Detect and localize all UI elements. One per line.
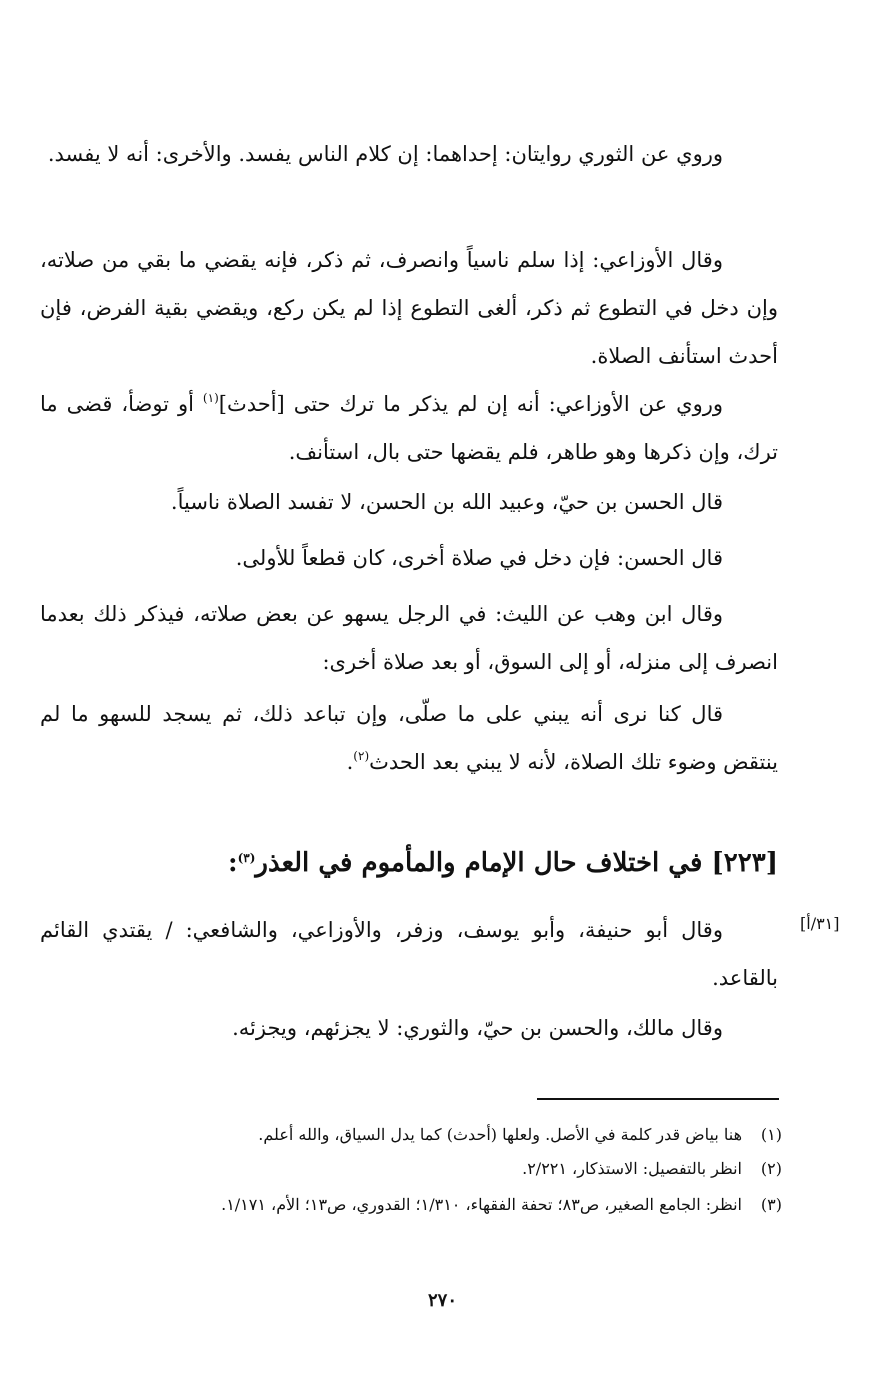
footnote-text: انظر بالتفصيل: الاستذكار، ٢/٢٢١. <box>522 1159 742 1178</box>
footnote-number: (٣) <box>760 1195 782 1214</box>
paragraph-awzai-saying <box>40 236 778 380</box>
section-heading <box>40 838 778 888</box>
section-number: [٢٢٣] <box>711 848 778 878</box>
footnote-number: (٢) <box>760 1159 782 1178</box>
footnote-2 <box>40 1154 782 1184</box>
footnote-ref-1[interactable]: (١) <box>202 391 219 405</box>
manuscript-folio-marker: [٣١/أ] <box>800 914 840 933</box>
paragraph-text: قال الحسن: فإن دخل في صلاة أخرى، كان قطعاً للأولى. <box>235 546 723 570</box>
footnote-ref-2[interactable]: (٢) <box>353 749 370 763</box>
paragraph-text: وروي عن الأوزاعي: أنه إن لم يذكر ما ترك حتى [أحدث] <box>218 392 723 416</box>
footnote-separator <box>537 1098 779 1100</box>
paragraph-text: وقال ابن وهب عن الليث: في الرجل يسهو عن بعض صلاته، فيذكر ذلك بعدما انصرف إلى منزله، أو إلى السوق، أو بعد صلاة أخرى: <box>40 602 778 674</box>
paragraph-we-used-to-see <box>40 690 778 786</box>
paragraph-awzai-narration <box>40 380 778 476</box>
section-title: في اختلاف حال الإمام والمأموم في العذر <box>255 848 703 878</box>
paragraph-text: قال كنا نرى أنه يبني على ما صلّى، وإن تباعد ذلك، ثم يسجد للسهو ما لم ينتقض وضوء تلك الصلاة، لأنه لا يبني بعد الحدث <box>40 702 778 774</box>
footnote-3 <box>40 1190 782 1220</box>
paragraph-hasan-ibn-hayy <box>40 478 778 526</box>
footnote-number: (١) <box>760 1125 782 1144</box>
paragraph-text: وقال أبو حنيفة، وأبو يوسف، وزفر، والأوزاعي، والشافعي: / يقتدي القائم بالقاعد. <box>40 918 778 990</box>
paragraph-ibn-wahb-layth <box>40 590 778 686</box>
paragraph-text: وقال مالك، والحسن بن حيّ، والثوري: لا يجزئهم، ويجزئه. <box>232 1016 723 1040</box>
paragraph-text: أو توضأ، قضى ما ترك، وإن ذكرها وهو طاهر، فلم يقضها حتى بال، استأنف. <box>40 392 778 464</box>
paragraph-hasan-saying <box>40 534 778 582</box>
footnote-1 <box>40 1120 782 1150</box>
section-colon: : <box>227 848 238 878</box>
paragraph-abu-hanifa <box>40 906 778 1002</box>
paragraph-text: وقال الأوزاعي: إذا سلم ناسياً وانصرف، ثم ذكر، فإنه يقضي ما بقي من صلاته، وإن دخل في التطوع ثم ذكر، ألغى التطوع إذا لم يكن ركع، ويقضي بقية الفرض، فإن أحدث استأنف الصلاة. <box>40 248 778 368</box>
footnote-ref-3[interactable]: (٣) <box>237 851 256 865</box>
footnote-text: هنا بياض قدر كلمة في الأصل. ولعلها (أحدث) كما يدل السياق، والله أعلم. <box>258 1125 742 1144</box>
paragraph-text: قال الحسن بن حيّ، وعبيد الله بن الحسن، لا تفسد الصلاة ناسياً. <box>170 490 723 514</box>
paragraph-thawri-narrations <box>40 130 778 178</box>
paragraph-text: وروي عن الثوري روايتان: إحداهما: إن كلام الناس يفسد. والأخرى: أنه لا يفسد. <box>47 142 723 166</box>
footnote-text: انظر: الجامع الصغير، ص٨٣؛ تحفة الفقهاء، ١/٣١٠؛ القدوري، ص١٣؛ الأم، ١/١٧١. <box>221 1195 742 1214</box>
paragraph-text: . <box>346 750 354 774</box>
page-number: ٢٧٠ <box>427 1290 457 1311</box>
paragraph-malik <box>40 1004 778 1052</box>
